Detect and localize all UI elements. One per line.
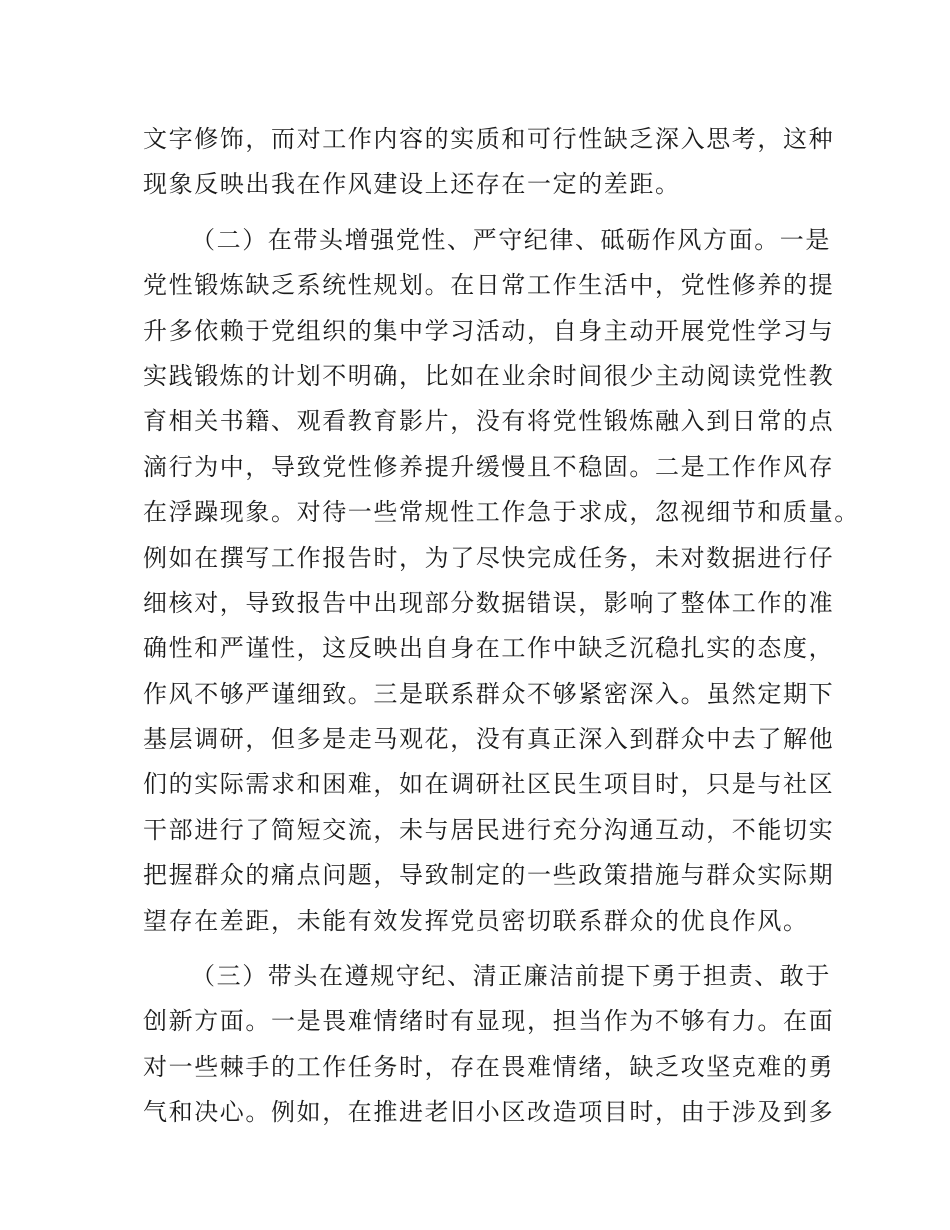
text-line: 创新方面。一是畏难情绪时有显现，担当作为不够有力。在面	[143, 1007, 835, 1036]
paragraph-3	[143, 954, 833, 1136]
text-line: 文字修饰，而对工作内容的实质和可行性缺乏深入思考，这种	[143, 125, 835, 153]
text-line: 望存在差距，未能有效发挥党员密切联系群众的优良作风。	[143, 906, 809, 935]
text-line: 例如在撰写工作报告时，为了尽快完成任务，未对数据进行仔	[143, 543, 835, 572]
text-line: 对一些棘手的工作任务时，存在畏难情绪，缺乏攻坚克难的勇	[143, 1052, 835, 1081]
text-line: 干部进行了简短交流，未与居民进行充分沟通互动，不能切实	[143, 815, 835, 844]
text-line: 在浮躁现象。对待一些常规性工作急于求成，忽视细节和质量。	[143, 498, 860, 527]
text-line: 们的实际需求和困难，如在调研社区民生项目时，只是与社区	[143, 770, 835, 799]
text-line: 滴行为中，导致党性修养提升缓慢且不稳固。二是工作作风存	[143, 452, 835, 481]
text-line: （二）在带头增强党性、严守纪律、砥砺作风方面。一是	[191, 225, 831, 254]
text-line: 育相关书籍、观看教育影片，没有将党性锻炼融入到日常的点	[143, 407, 835, 436]
text-line: 党性锻炼缺乏系统性规划。在日常工作生活中，党性修养的提	[143, 271, 835, 300]
text-line: 气和决心。例如，在推进老旧小区改造项目时，由于涉及到多	[143, 1098, 835, 1127]
paragraph-2	[143, 218, 860, 944]
text-line: 作风不够严谨细致。三是联系群众不够紧密深入。虽然定期下	[143, 679, 835, 708]
text-line: 升多依赖于党组织的集中学习活动，自身主动开展党性学习与	[143, 316, 835, 345]
text-line: 细核对，导致报告中出现部分数据错误，影响了整体工作的准	[143, 588, 835, 617]
document-body	[143, 117, 860, 1136]
text-line: 现象反映出我在作风建设上还存在一定的差距。	[143, 170, 681, 199]
text-line: 实践锻炼的计划不明确，比如在业余时间很少主动阅读党性教	[143, 361, 835, 390]
text-line: 确性和严谨性，这反映出自身在工作中缺乏沉稳扎实的态度，	[143, 634, 835, 663]
text-line: 把握群众的痛点问题，导致制定的一些政策措施与群众实际期	[143, 861, 835, 890]
text-line: 基层调研，但多是走马观花，没有真正深入到群众中去了解他	[143, 725, 835, 754]
paragraph-1	[143, 117, 833, 208]
text-line: （三）带头在遵规守纪、清正廉洁前提下勇于担责、敢于	[191, 962, 831, 991]
